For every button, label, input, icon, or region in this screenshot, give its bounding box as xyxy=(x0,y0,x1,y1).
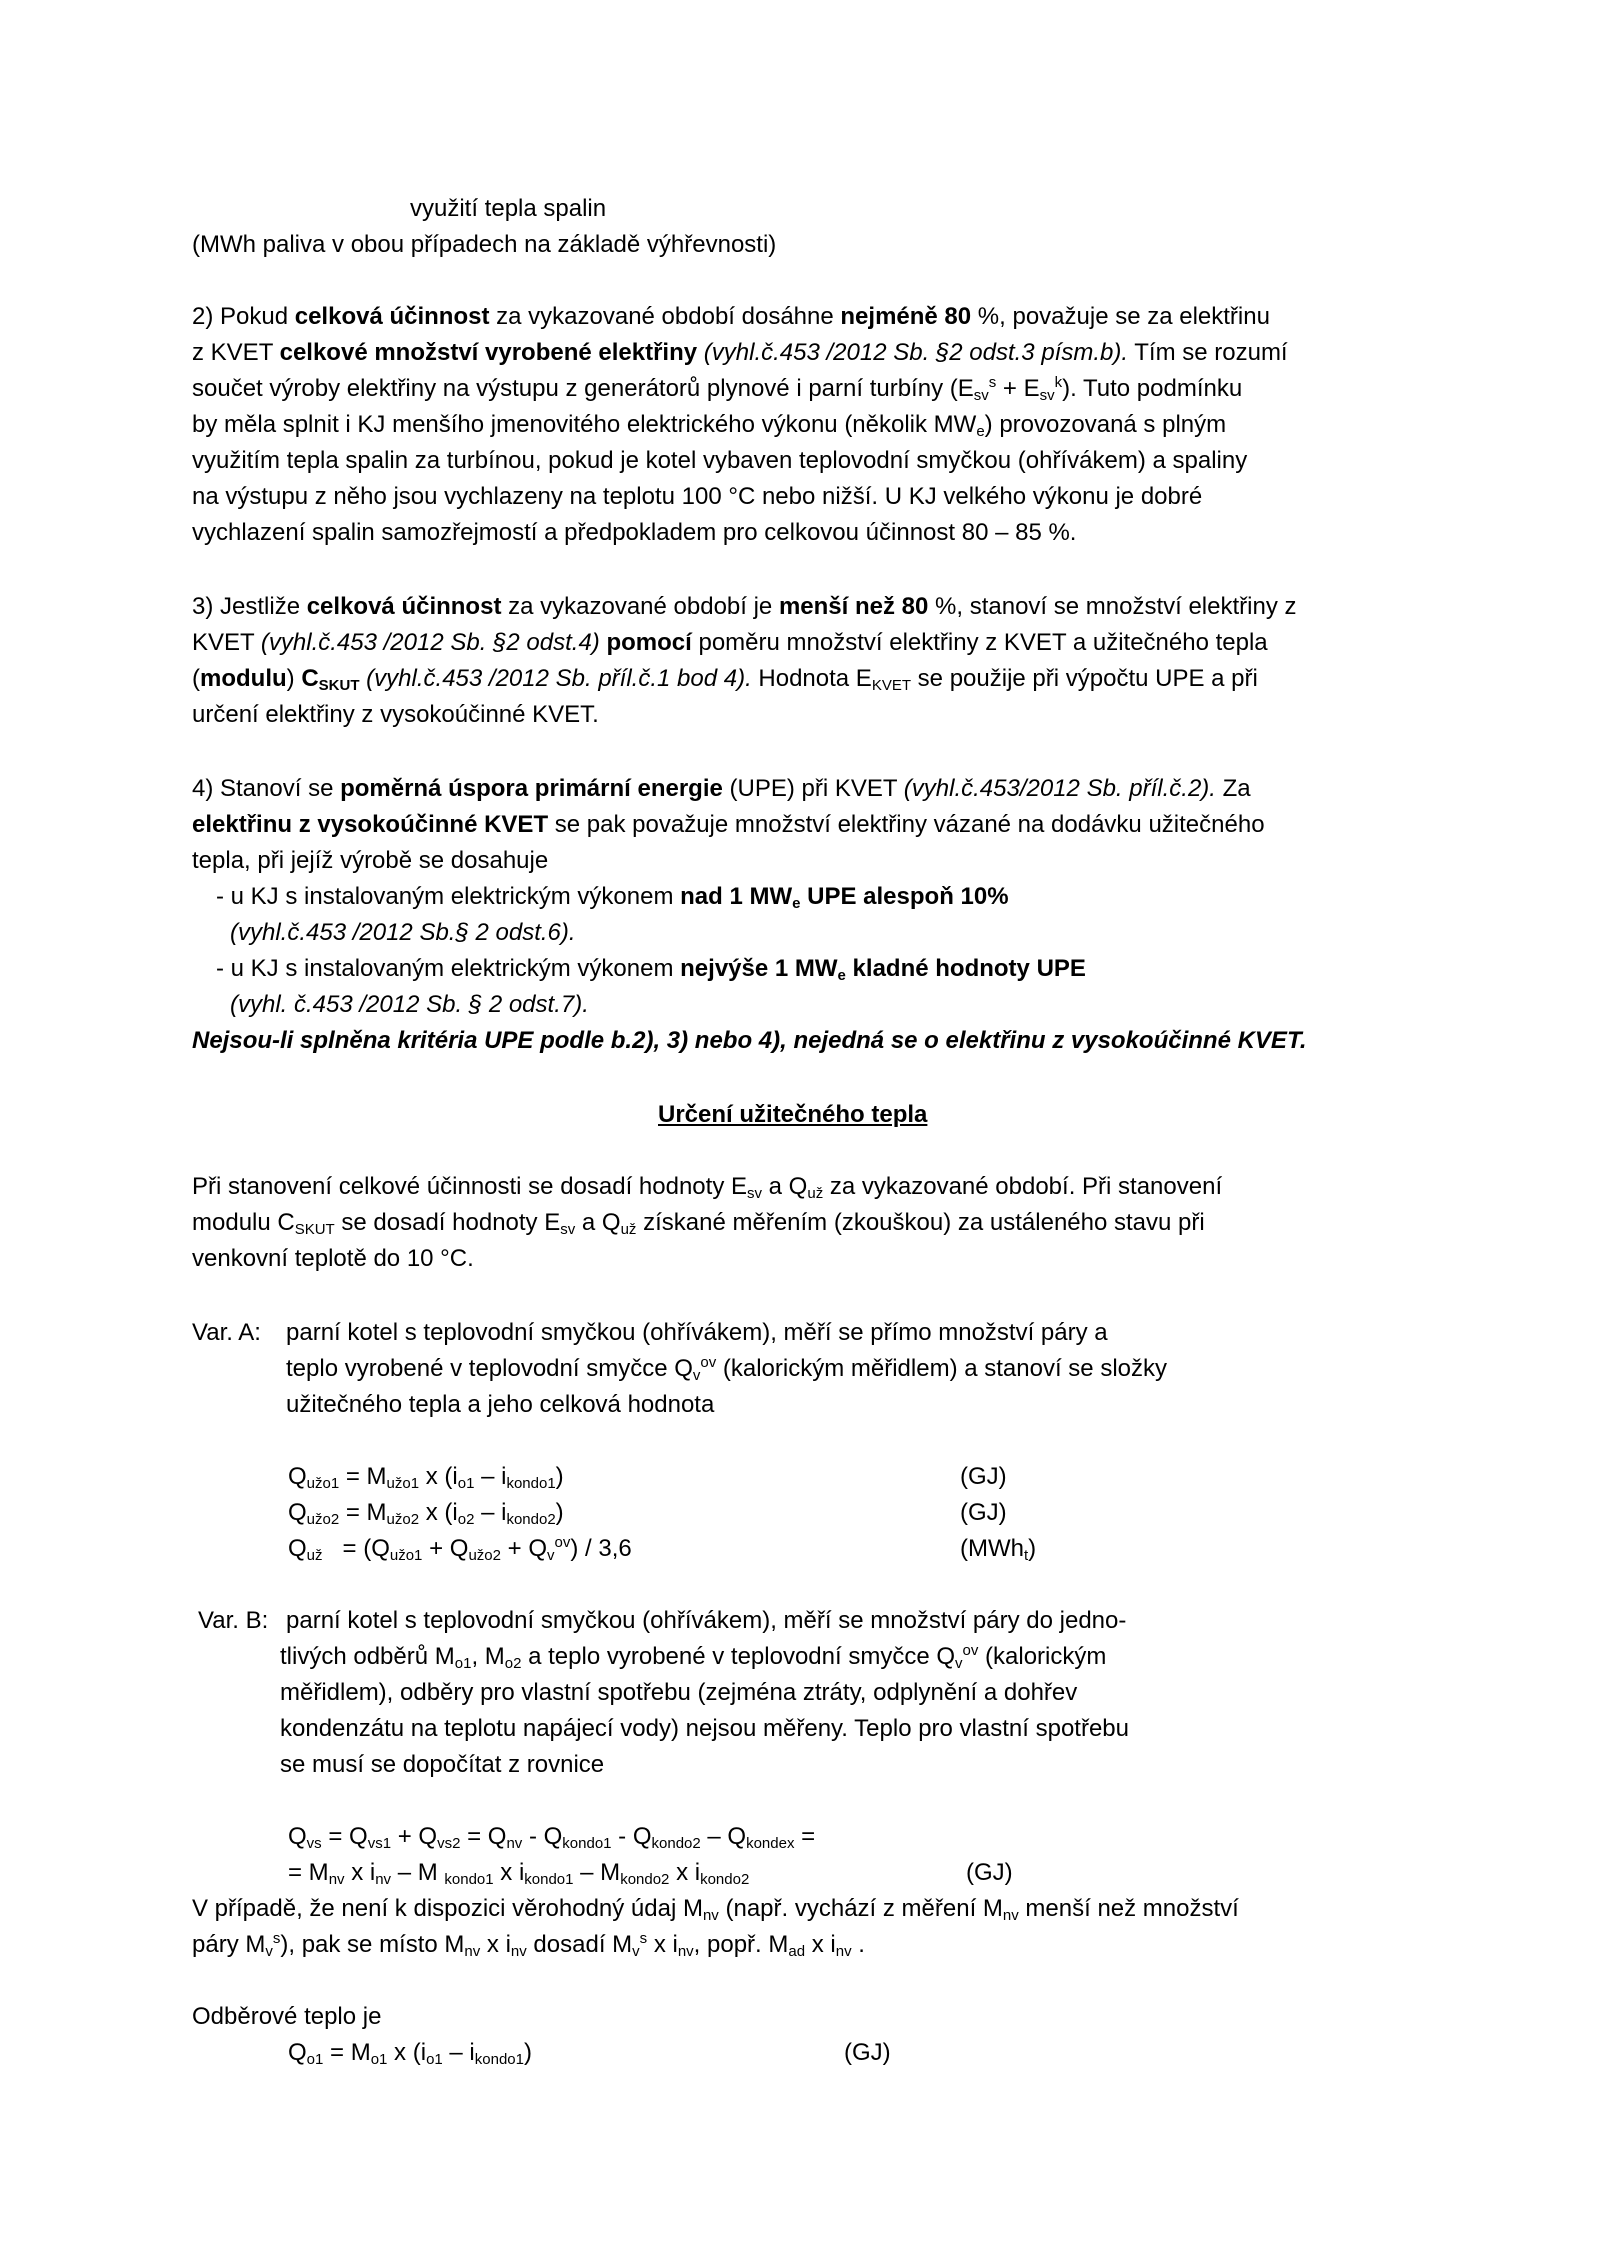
paragraph-4-line: 4) Stanoví se poměrná úspora primární energie (UPE) při KVET (vyhl.č.453/2012 Sb. příl.č.2). Za xyxy=(192,775,1251,802)
var-a-equation-3: $Q_{už} = (Q_{užo1} + Q_{užo2} + Q_v^{ov}) / 3,6$ (MWh$_t$) xyxy=(288,1534,1037,1564)
paragraph-3-line: (modulu) $C_{SKUT}$ (vyhl.č.453 /2012 Sb. příl.č.1 bod 4). Hodnota $E_{KVET}$ se použije při výpočtu UPE a při xyxy=(192,665,1258,694)
var-b-line: kondenzátu na teplotu napájecí vody) nejsou měřeny. Teplo pro vlastní spotřebu xyxy=(280,1715,1129,1742)
paragraph-5-line: modulu $C_{SKUT}$ se dosadí hodnoty $E_{sv}$ a $Q_{už}$ získané měřením (zkouškou) za ustáleného stavu při xyxy=(192,1209,1205,1238)
paragraph-4-line: elektřinu z vysokoúčinné KVET se pak považuje množství elektřiny vázané na dodávku užitečného xyxy=(192,811,1265,838)
equation-unit: (GJ) xyxy=(844,2039,891,2066)
paragraph-7-line: Odběrové teplo je xyxy=(192,2003,382,2030)
var-a-label: Var. A: xyxy=(192,1319,261,1346)
var-b-line: měřidlem), odběry pro vlastní spotřebu (zejména ztráty, odplynění a dohřev xyxy=(280,1679,1078,1706)
var-a-equation-2: $Q_{užo2} = M_{užo2}$ x $(i_{o2} - i_{kondo2})$ (GJ) xyxy=(288,1496,1388,1530)
paragraph-2-line: součet výroby elektřiny na výstupu z generátorů plynové i parní turbíny $(E_{sv}^s + E_{sv}^k)$. Tuto podmínku xyxy=(192,374,1243,404)
paragraph-4-bullet: - u KJ s instalovaným elektrickým výkonem nad 1 $MW_e$ UPE alespoň 10% xyxy=(216,883,1009,912)
var-a-line: parní kotel s teplovodní smyčkou (ohřívákem), měří se přímo množství páry a xyxy=(286,1319,1108,1346)
var-a-line: užitečného tepla a jeho celková hodnota xyxy=(286,1391,715,1418)
paragraph-5-line: venkovní teplotě do 10 °C. xyxy=(192,1245,474,1272)
text-line: využití tepla spalin xyxy=(410,195,607,222)
paragraph-3-line: KVET (vyhl.č.453 /2012 Sb. §2 odst.4) pomocí poměru množství elektřiny z KVET a užitečného tepla xyxy=(192,629,1268,656)
var-a-line: teplo vyrobené v teplovodní smyčce $Q_v^{ov}$ (kalorickým měřidlem) a stanoví se složky xyxy=(286,1354,1167,1384)
paragraph-2-line: 2) Pokud celková účinnost za vykazované období dosáhne nejméně 80 %, považuje se za elektřinu xyxy=(192,303,1270,330)
equation-unit: (GJ) xyxy=(960,1499,1007,1526)
paragraph-6-line: V případě, že není k dispozici věrohodný údaj $M_{nv}$ (např. vychází z měření $M_{nv}$ menší než množství xyxy=(192,1895,1239,1924)
paragraph-4-line: tepla, při jejíž výrobě se dosahuje xyxy=(192,847,549,874)
text-line: (MWh paliva v obou případech na základě výhřevnosti) xyxy=(192,231,777,258)
paragraph-2-line: využitím tepla spalin za turbínou, pokud je kotel vybaven teplovodní smyčkou (ohřívákem) a spaliny xyxy=(192,447,1248,474)
paragraph-4-citation: (vyhl.č.453 /2012 Sb.§ 2 odst.6). xyxy=(230,919,576,946)
paragraph-4-conclusion: Nejsou-li splněna kritéria UPE podle b.2), 3) nebo 4), nejedná se o elektřinu z vysokoúčinné KVET. xyxy=(192,1027,1307,1054)
var-b-label: Var. B: xyxy=(198,1607,269,1634)
section-heading: Určení užitečného tepla xyxy=(658,1101,928,1128)
var-b-line: parní kotel s teplovodní smyčkou (ohřívákem), měří se množství páry do jedno- xyxy=(286,1607,1127,1634)
paragraph-6-line: páry $M_v^s$), pak se místo $M_{nv}$ x $i_{nv}$ dosadí $M_v^s$ x $i_{nv}$, popř. $M_{ad}$ x $i_{nv}$ . xyxy=(192,1930,865,1960)
equation-unit: (GJ) xyxy=(966,1859,1013,1886)
paragraph-2-line: vychlazení spalin samozřejmostí a předpokladem pro celkovou účinnost 80 – 85 %. xyxy=(192,519,1077,546)
paragraph-2-line: by měla splnit i KJ menšího jmenovitého elektrického výkonu (několik $MW_e$) provozovaná s plným xyxy=(192,411,1227,440)
paragraph-2-line: z KVET celkové množství vyrobené elektřiny (vyhl.č.453 /2012 Sb. §2 odst.3 písm.b). Tím se rozumí xyxy=(192,339,1288,366)
var-a-equation-1: $Q_{užo1} = M_{užo1}$ x $(i_{o1} - i_{kondo1})$ (GJ) xyxy=(288,1460,1388,1494)
paragraph-4-citation: (vyhl. č.453 /2012 Sb. § 2 odst.7). xyxy=(230,991,589,1018)
paragraph-3-line: určení elektřiny z vysokoúčinné KVET. xyxy=(192,701,599,728)
paragraph-7-equation: $Q_{o1} = M_{o1}$ x $(i_{o1} - i_{kondo1})$ (GJ) xyxy=(288,2036,1288,2070)
equation-unit: (GJ) xyxy=(960,1463,1007,1490)
var-b-equation-1: $Q_{vs} = Q_{vs1} + Q_{vs2} = Q_{nv} - Q_{kondo1} - Q_{kondo2} - Q_{kondex}$ = xyxy=(288,1823,816,1852)
paragraph-2-line: na výstupu z něho jsou vychlazeny na teplotu 100 °C nebo nižší. U KJ velkého výkonu je dobré xyxy=(192,483,1203,510)
paragraph-5-line: Při stanovení celkové účinnosti se dosadí hodnoty $E_{sv}$ a $Q_{už}$ za vykazované období. Při stanovení xyxy=(192,1173,1223,1202)
var-b-line: tlivých odběrů $M_{o1}$, $M_{o2}$ a teplo vyrobené v teplovodní smyčce $Q_v^{ov}$ (kalorickým xyxy=(280,1642,1107,1672)
var-b-equation-2: = $M_{nv}$ x $i_{nv}$ – M $_{kondo1}$ x $i_{kondo1} - M_{kondo2}$ x $i_{kondo2}$ (GJ) xyxy=(288,1856,1388,1890)
paragraph-3-line: 3) Jestliže celková účinnost za vykazované období je menší než 80 %, stanoví se množství elektřiny z xyxy=(192,593,1297,620)
equation-unit: (MWh$_t$) xyxy=(960,1535,1037,1564)
paragraph-4-bullet: - u KJ s instalovaným elektrickým výkonem nejvýše 1 $MW_e$ kladné hodnoty UPE xyxy=(216,955,1086,984)
var-b-line: se musí se dopočítat z rovnice xyxy=(280,1751,605,1778)
